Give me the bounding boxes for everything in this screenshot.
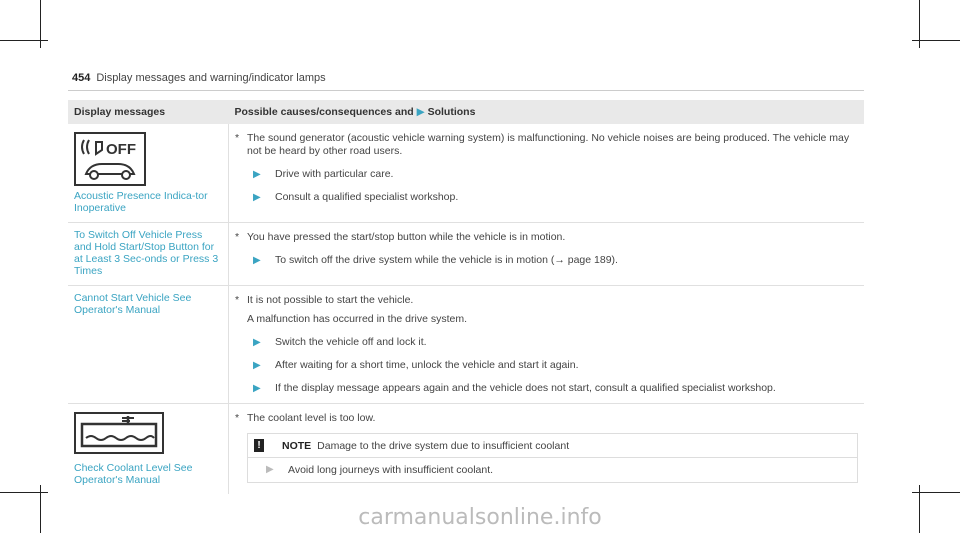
solution-step: ▶ Consult a qualified specialist workshop. — [253, 191, 459, 203]
table-row — [68, 124, 864, 223]
arrow-right-icon: ▶ — [253, 337, 261, 348]
table-header-row — [68, 100, 864, 124]
acoustic-vehicle-off-icon — [74, 132, 146, 186]
crop-mark — [0, 492, 48, 493]
svg-text:OFF: OFF — [106, 141, 136, 158]
solution-step: ▶ Switch the vehicle off and lock it. — [253, 336, 427, 348]
asterisk-icon: * — [235, 412, 240, 424]
cause-detail: A malfunction has occurred in the drive system. — [247, 313, 468, 325]
table-row — [68, 286, 864, 404]
asterisk-icon: * — [235, 231, 240, 243]
cause-text: The coolant level is too low. — [247, 412, 376, 424]
header-divider — [68, 90, 864, 91]
solution-step: ▶ Drive with particular care. — [253, 168, 394, 180]
arrow-right-icon: ▶ — [253, 169, 261, 180]
page-header — [72, 72, 326, 84]
col-header-messages: Display messages — [68, 100, 229, 124]
cause-text: You have pressed the start/stop button while the vehicle is in motion. — [247, 231, 566, 243]
coolant-level-icon — [74, 412, 164, 454]
arrow-right-icon: ▶ — [253, 360, 261, 371]
solution-step: ▶ To switch off the drive system while the vehicle is in motion (→ page 189). — [253, 254, 618, 266]
messages-table — [68, 100, 864, 494]
arrow-right-icon: ▶ — [266, 464, 274, 475]
table-row — [68, 223, 864, 286]
note-title: NOTE — [282, 439, 312, 452]
note-box — [247, 433, 858, 483]
page-title: Display messages and warning/indicator lamps — [96, 72, 326, 84]
table-row — [68, 404, 864, 495]
message-text: Cannot Start Vehicle See Operator's Manual — [74, 292, 192, 316]
crop-mark — [912, 40, 960, 41]
cause-text: It is not possible to start the vehicle. — [247, 294, 414, 306]
watermark: carmanualsonline.info — [358, 505, 602, 530]
note-text: Damage to the drive system due to insufficient coolant — [317, 439, 570, 452]
message-text: Acoustic Presence Indica-tor Inoperative — [74, 190, 208, 214]
solution-step: ▶ After waiting for a short time, unlock the vehicle and start it again. — [253, 359, 579, 371]
arrow-right-icon: ▶ — [253, 192, 261, 203]
arrow-right-icon: ▶ — [253, 255, 261, 266]
crop-mark — [0, 40, 48, 41]
arrow-right-icon: ▶ — [253, 383, 261, 394]
message-text: To Switch Off Vehicle Press and Hold Start/Stop Button for at Least 3 Sec-onds or Press 3 Times — [74, 229, 219, 277]
col-header-solutions: Possible causes/consequences and ▶ Solutions — [229, 100, 865, 124]
cause-text: The sound generator (acoustic vehicle warning system) is malfunctioning. No vehicle noises are being produced. The vehicle may not be heard by other road users. — [247, 132, 850, 157]
asterisk-icon: * — [235, 132, 240, 144]
note-step: Avoid long journeys with insufficient coolant. — [288, 464, 494, 476]
arrow-right-icon: ▶ — [416, 106, 425, 118]
message-text: Check Coolant Level See Operator's Manual — [74, 462, 193, 486]
warning-icon: ! — [254, 439, 264, 452]
asterisk-icon: * — [235, 294, 240, 306]
crop-mark — [912, 492, 960, 493]
solution-step: ▶ If the display message appears again and the vehicle does not start, consult a qualified specialist workshop. — [253, 382, 776, 394]
page-number: 454 — [72, 72, 91, 84]
